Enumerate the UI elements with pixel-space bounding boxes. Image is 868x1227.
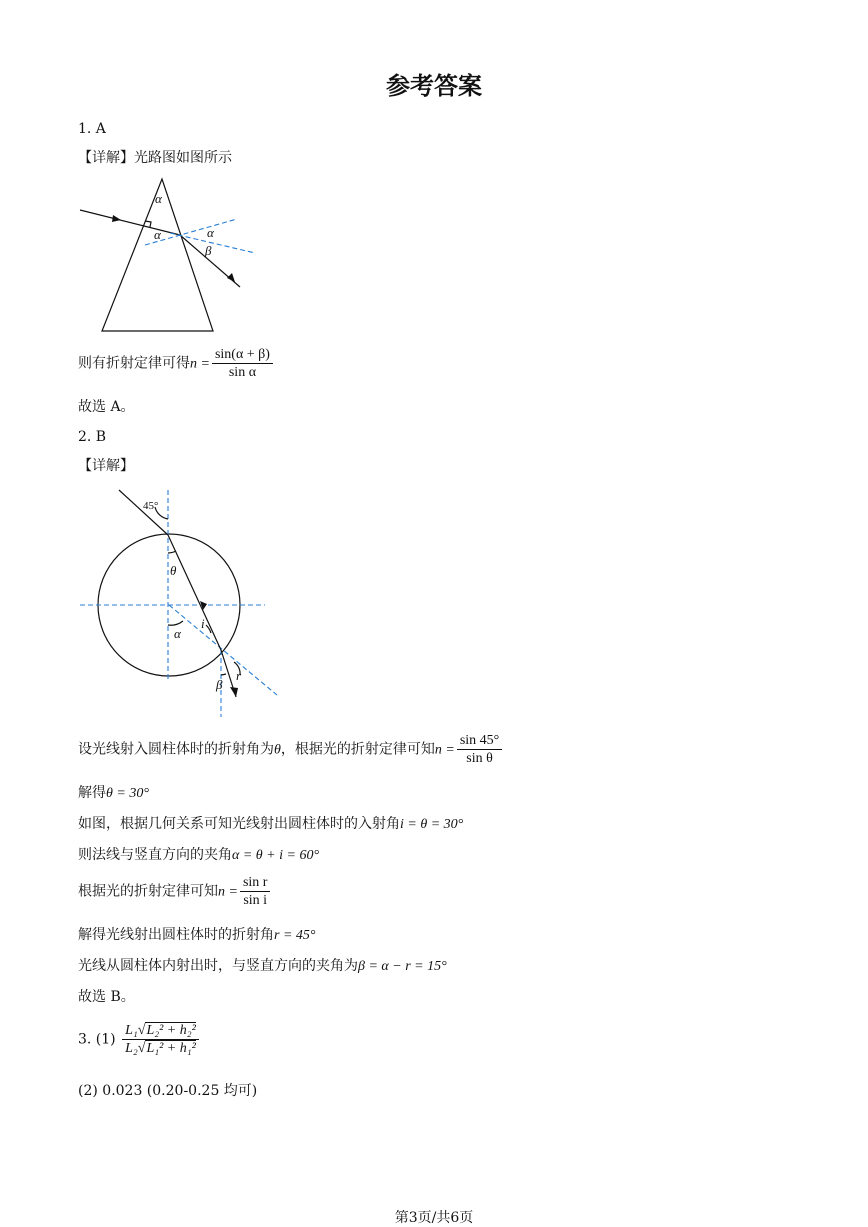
q3-denominator: L₂√L₁² + h₁² [125, 1041, 196, 1056]
q2-line1-den: sin θ [466, 751, 493, 766]
q3-den-a: L₂ [125, 1041, 138, 1056]
q3-part1 [78, 1022, 201, 1057]
q2-line5-lhs: n = [218, 884, 238, 900]
q2-line6 [78, 926, 316, 945]
q2-line2 [78, 784, 149, 803]
q1-prism-diagram [75, 175, 265, 340]
q1-label-alpha-right: α [207, 225, 214, 240]
q3-numerator: L₁√L₂² + h₂² [122, 1022, 199, 1040]
q1-conclusion: 故选 A。 [78, 399, 135, 415]
q2-line5 [78, 874, 272, 909]
q2-line1 [78, 732, 504, 767]
q1-formula-num: sin(α + β) [212, 346, 273, 364]
q2-label-beta: β [216, 677, 223, 692]
q2-label-r: r [236, 668, 242, 683]
q2-line1-mid: ，根据光的折射定律可知 [280, 741, 435, 758]
q2-label-alpha: α [174, 626, 181, 641]
q2-line5-fraction [240, 874, 271, 909]
q2-line1-fraction [457, 732, 502, 767]
q2-line3 [78, 815, 463, 834]
q1-formula [78, 346, 275, 381]
q2-line5-num: sin r [240, 874, 271, 892]
q2-line4-math: α = θ + i = 60° [232, 848, 320, 863]
q2-line7 [78, 957, 447, 976]
q1-label-alpha-top: α [155, 191, 162, 206]
q1-formula-lhs: n = [190, 356, 210, 372]
q3-label: 3. (1) [78, 1031, 116, 1048]
q2-line7-text: 光线从圆柱体内射出时，与竖直方向的夹角为 [78, 958, 358, 974]
page-footer: 第3页/共6页 [394, 1210, 474, 1226]
q2-line6-text: 解得光线射出圆柱体时的折射角 [78, 927, 274, 943]
q1-formula-den: sin α [228, 365, 257, 380]
q1-detail: 【详解】光路图如图所示 [78, 150, 232, 166]
q2-line3-text: 如图，根据几何关系可知光线射出圆柱体时的入射角 [78, 816, 400, 832]
q2-detail: 【详解】 [78, 458, 134, 474]
q2-conclusion: 故选 B。 [78, 989, 135, 1005]
q2-line2-text: 解得 [78, 785, 106, 801]
q1-label-alpha-left: α [154, 227, 161, 242]
q2-line4 [78, 846, 319, 865]
q2-line1-lhs: n = [434, 742, 455, 758]
q2-label-i: i [201, 616, 205, 631]
q2-answer: 2. B [78, 429, 107, 445]
q2-line5-den: sin i [243, 893, 268, 908]
q1-answer: 1. A [78, 121, 106, 137]
q2-line2-math: θ = 30° [106, 786, 149, 801]
q3-den-b: L₁² + h₁² [146, 1041, 196, 1056]
q2-line1-theta: θ [274, 742, 281, 758]
q3-num-a: L₁ [125, 1023, 138, 1038]
q2-line5-text: 根据光的折射定律可知 [78, 883, 218, 900]
q2-line1-num: sin 45° [457, 732, 502, 750]
page-title: 参考答案 [386, 72, 482, 100]
q2-line7-math: β = α − r = 15° [358, 959, 447, 974]
q2-line1-prefix: 设光线射入圆柱体时的折射角为 [78, 741, 274, 758]
q1-label-beta: β [205, 243, 212, 258]
q3-num-b: L₂² + h₂² [146, 1023, 196, 1038]
q2-line6-math: r = 45° [274, 928, 316, 943]
q2-line3-math: i = θ = 30° [400, 817, 464, 832]
q2-label-45: 45° [143, 500, 159, 512]
q1-formula-prefix: 则有折射定律可得 [78, 355, 190, 372]
q2-label-theta: θ [170, 563, 177, 578]
q3-part2: (2) 0.023 (0.20-0.25 均可) [78, 1083, 258, 1099]
q2-circle-diagram [75, 485, 285, 720]
q2-line4-text: 则法线与竖直方向的夹角 [78, 847, 232, 863]
q1-fraction [212, 346, 273, 381]
q3-fraction [122, 1022, 199, 1057]
